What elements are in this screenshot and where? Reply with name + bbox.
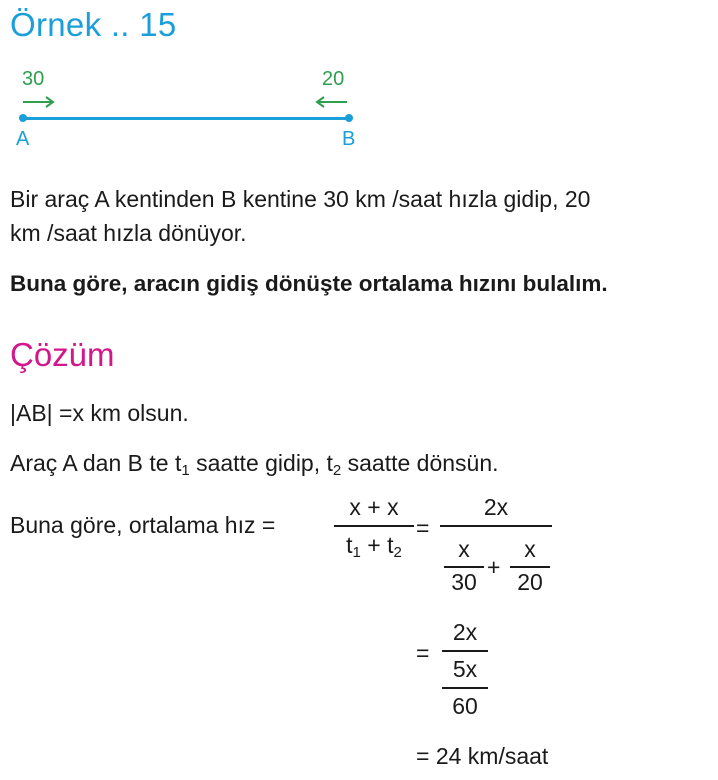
subfraction-a-numerator: x xyxy=(458,536,470,562)
problem-text-line1: Bir araç A kentinden B kentine 30 km /saat hızla gidip, 20 xyxy=(10,186,591,212)
subfraction-b-denominator: 20 xyxy=(517,569,543,595)
result: = 24 km/saat xyxy=(416,743,549,769)
subfraction-b-bar xyxy=(510,566,550,568)
equals-sign-1: = xyxy=(416,515,430,541)
fraction1-den-t1: t xyxy=(346,532,353,558)
fraction1-den-plus-t2: + t xyxy=(360,532,394,558)
solution-line2-part-c: saatte dönsün. xyxy=(341,450,499,476)
solution-line1: |AB| =x km olsun. xyxy=(10,400,189,426)
fraction2-bar xyxy=(440,525,552,527)
fraction3-numerator: 2x xyxy=(452,619,478,645)
fraction1-den-sub2: 2 xyxy=(393,544,402,561)
problem-question: Buna göre, aracın gidiş dönüşte ortalama hızını bulalım. xyxy=(10,271,608,296)
point-b-dot xyxy=(345,114,353,122)
example-title: Örnek .. 15 xyxy=(10,6,177,43)
fraction2-numerator: 2x xyxy=(483,494,509,520)
plus-sign: + xyxy=(487,554,501,580)
point-a-label: A xyxy=(16,128,30,150)
subscript-1: 1 xyxy=(181,462,190,479)
fraction3-bar xyxy=(442,650,488,652)
speed-b-label: 20 xyxy=(322,68,345,90)
fraction1-numerator: x + x xyxy=(349,494,399,520)
subfraction-a-bar xyxy=(444,566,484,568)
road-line xyxy=(22,117,349,120)
fraction1-den-sub1: 1 xyxy=(352,544,361,561)
arrow-right-icon xyxy=(22,95,56,109)
point-b-label: B xyxy=(342,128,356,150)
fraction3-inner-bar xyxy=(442,687,488,689)
subfraction-a-denominator: 30 xyxy=(451,569,477,595)
solution-line2-part-b: saatte gidip, t xyxy=(189,450,333,476)
subfraction-b-numerator: x xyxy=(524,536,536,562)
problem-text-line2: km /saat hızla dönüyor. xyxy=(10,220,247,246)
fraction3-inner-numerator: 5x xyxy=(452,656,478,682)
fraction1-bar xyxy=(334,525,414,527)
equals-sign-2: = xyxy=(416,640,430,666)
speed-a-label: 30 xyxy=(22,68,45,90)
average-speed-label: Buna göre, ortalama hız = xyxy=(10,512,276,538)
subscript-2: 2 xyxy=(332,462,342,479)
arrow-left-icon xyxy=(314,95,348,109)
fraction3-inner-denominator: 60 xyxy=(452,693,478,719)
solution-line2-part-a: Araç A dan B te t xyxy=(10,450,182,476)
solution-line2 xyxy=(10,445,499,485)
point-a-dot xyxy=(19,114,27,122)
solution-heading: Çözüm xyxy=(10,336,115,373)
fraction1-denominator xyxy=(334,532,414,559)
